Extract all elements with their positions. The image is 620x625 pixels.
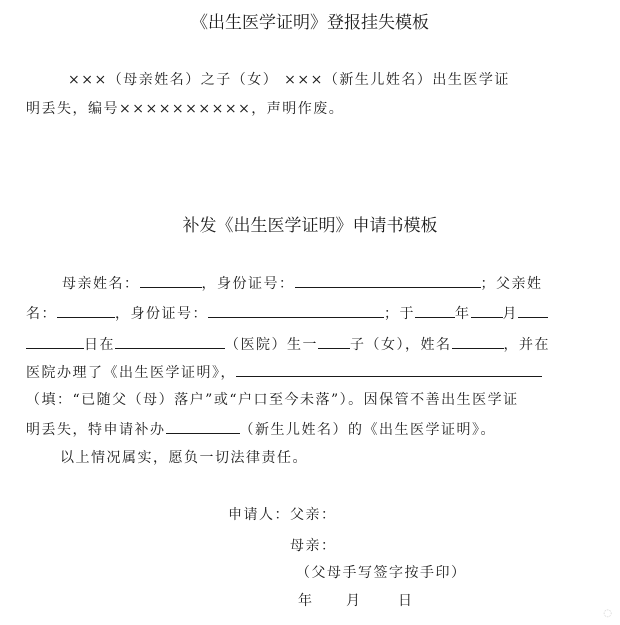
application-line-5: （填：“已随父（母）落户”或“户口至今未落”）。因保管不善出生医学证 [26,392,519,408]
child-name-label: 子（女），姓名 [350,337,452,353]
application-line-4 [26,361,542,383]
father-name-blank[interactable] [57,302,115,318]
reissue-request-label: 明丢失，特申请补办 [26,422,166,438]
and-at-label: ，并在 [503,337,550,353]
certificate-label: （新生儿姓名）的《出生医学证明》。 [239,422,496,438]
mother-name-label: 母亲姓名： [62,276,140,292]
birth-month-blank[interactable] [471,302,503,318]
year-label: 年 [455,306,471,322]
count-blank[interactable] [318,333,350,349]
lost-notice-line-1: ×××（母亲姓名）之子（女） ×××（新生儿姓名）出生医学证 [68,72,510,88]
mother-name-blank[interactable] [140,272,202,288]
signature-note: （父母手写签字按手印） [296,565,467,581]
applicant-father-label: 申请人：父亲： [228,507,337,523]
hospital-born-label: （医院）生一 [225,337,318,353]
child-name-blank[interactable] [452,333,504,349]
father-name-label-start: ；父亲姓 [480,276,543,292]
application-line-3 [26,333,550,355]
id-number-label: ，身份证号： [201,276,295,292]
date-month-label: 月 [346,593,362,609]
application-line-1 [62,272,543,294]
household-status-blank[interactable] [236,361,542,377]
father-name-label-end: 名： [26,306,57,322]
date-year-label: 年 [298,593,314,609]
lost-notice-title: 《出生医学证明》登报挂失模板 [191,13,429,33]
birth-day-blank[interactable] [26,333,84,349]
day-in-label: 日在 [84,337,115,353]
birth-year-blank[interactable] [415,302,455,318]
hospital-blank[interactable] [115,333,225,349]
date-day-label: 日 [398,593,414,609]
month-label: 月 [502,306,518,322]
watermark-icon: ◌ [603,608,612,619]
application-line-6 [26,418,496,440]
applicant-mother-label: 母亲： [290,538,337,554]
mother-id-blank[interactable] [295,272,481,288]
birth-day-blank-start[interactable] [518,302,548,318]
application-line-2 [26,302,548,324]
declaration-line: 以上情况属实，愿负一切法律责任。 [60,450,308,466]
hospital-processed-label: 医院办理了《出生医学证明》， [26,365,236,381]
reissue-application-title: 补发《出生医学证明》申请书模板 [182,216,438,236]
lost-notice-line-2: 明丢失，编号××××××××××，声明作废。 [26,101,345,117]
father-id-label: ，身份证号： [115,306,208,322]
newborn-name-blank[interactable] [166,418,240,434]
father-id-blank[interactable] [208,302,384,318]
date-prefix-label: ；于 [384,306,415,322]
